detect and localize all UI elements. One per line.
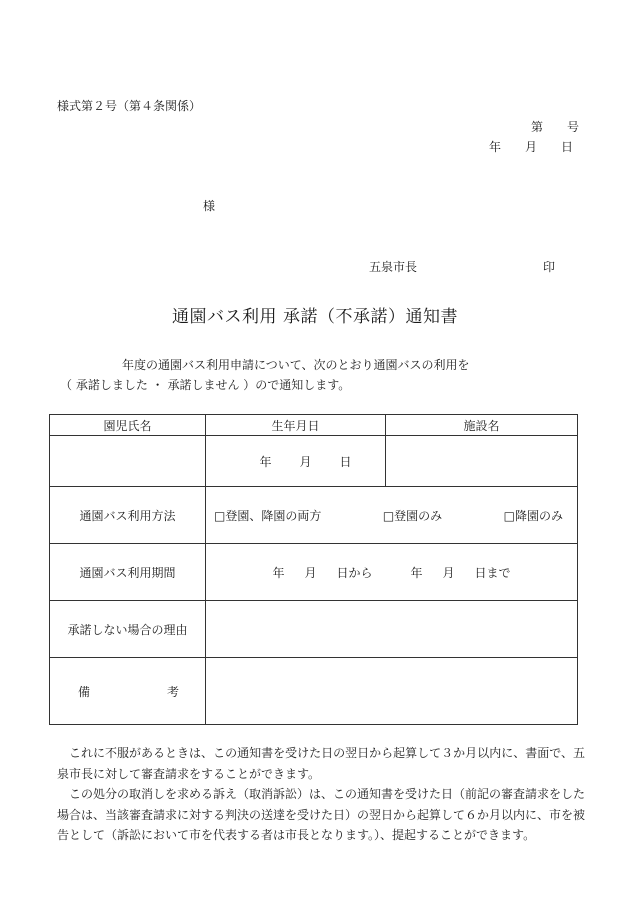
period-row [50,544,578,601]
note-row [50,658,578,725]
reason-label: 承諾しない場合の理由 [50,601,206,658]
issue-date-line: 年 月 日 [489,140,574,154]
period-to-year: 年 [410,565,423,580]
facility-name-cell[interactable] [386,436,578,487]
addressee-honorific: 様 [203,199,216,213]
header-child-name: 園児氏名 [50,415,206,436]
method-option-afternoon[interactable]: □降園のみ [503,508,563,523]
appeal-paragraph-2: この処分の取消しを求める訴え（取消訴訟）は、この通知書を受けた日（前記の審査請求をした場合は、当該審査請求に対する判決の送達を受けた日）の翌日から起算して６か月以内に、市を被告として（訴訟において市を代表する者は市長となります。）、提起することができます。 [57,787,586,842]
period-to-month: 月 [442,565,455,580]
child-name-cell[interactable] [50,436,206,487]
form-number: 様式第２号（第４条関係） [57,99,202,113]
note-label-cell [50,658,206,725]
table-header-row [50,415,578,436]
birth-month-label: 月 [299,454,312,469]
notification-table [49,414,578,725]
birth-date-cell[interactable] [206,436,386,487]
birth-year-label: 年 [259,454,272,469]
child-data-row [50,436,578,487]
note-label-right: 考 [166,684,179,699]
method-option-both[interactable]: □登園、降園の両方 [214,508,322,523]
method-option-morning[interactable]: □登園のみ [382,508,443,523]
document-number-line: 第 号 [531,120,580,134]
method-label: 通園バス利用方法 [50,487,206,544]
header-birth-date: 生年月日 [206,415,386,436]
period-label: 通園バス利用期間 [50,544,206,601]
period-from-day: 日から [336,565,373,580]
intro-line-2: （ 承諾しました ・ 承諾しません ）ので通知します。 [60,378,351,392]
appeal-notice [57,743,585,846]
document-title: 通園バス利用 承諾（不承諾）通知書 [172,307,458,327]
note-cell[interactable] [206,658,578,725]
period-from-month: 月 [304,565,317,580]
method-options-cell [206,487,578,544]
intro-line-1: 年度の通園バス利用申請について、次のとおり通園バスの利用を [122,358,470,372]
appeal-paragraph-1: これに不服があるときは、この通知書を受けた日の翌日から起算して３か月以内に、書面で、五泉市長に対して審査請求をすることができます。 [57,746,585,781]
reason-row [50,601,578,658]
birth-day-label: 日 [339,454,352,469]
period-cell[interactable] [206,544,578,601]
header-facility: 施設名 [386,415,578,436]
period-from-year: 年 [272,565,285,580]
note-label-left: 備 [78,684,91,699]
method-row [50,487,578,544]
reason-cell[interactable] [206,601,578,658]
seal-mark: 印 [543,260,556,274]
sender-mayor: 五泉市長 [369,260,418,274]
period-to-day: 日まで [474,565,511,580]
